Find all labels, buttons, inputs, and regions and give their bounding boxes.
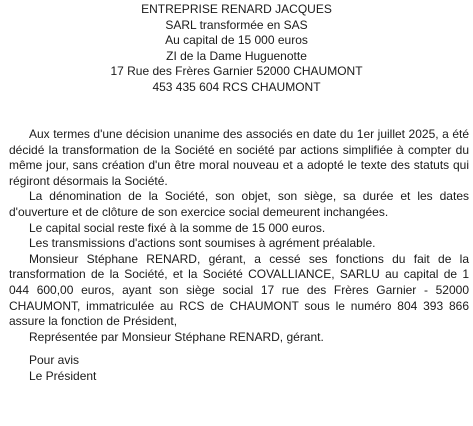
street-address: 17 Rue des Frères Garnier 52000 CHAUMONT	[110, 64, 363, 79]
paragraph-decision: Aux termes d'une décision unanime des associés en date du 1er juillet 2025, a été décidé la transformation de la Société en société par actions simplifiée à compter du même jour, sans création d'un être moral nouveau et a adopté le texte des statuts qui régiront désormais la Société.	[9, 127, 469, 188]
paragraph-president: Monsieur Stéphane RENARD, gérant, a cessé ses fonctions du fait de la transformation de la Société, et la Société COVALLIANCE, SARLU au capital de 1 044 600,00 euros, ayant son siège social 17 rue des Frères Garnier - 52000 CHAUMONT, immatriculée au RCS de CHAUMONT sous le numéro 804 393 866 assure la fonction de Président,	[9, 251, 469, 329]
closing-pour-avis: Pour avis	[29, 353, 80, 367]
rcs-number: 453 435 604 RCS CHAUMONT	[152, 79, 321, 94]
paragraph-transfers: Les transmissions d'actions sont soumises à agrément préalable.	[29, 236, 376, 251]
share-capital: Au capital de 15 000 euros	[165, 33, 308, 48]
business-zone: ZI de la Dame Huguenotte	[166, 48, 307, 63]
notice-body	[9, 127, 469, 345]
company-header	[0, 2, 473, 96]
closing-signatory: Le Président	[29, 368, 97, 383]
paragraph-unchanged: La dénomination de la Société, son objet, son siège, sa durée et les dates d'ouverture et de clôture de son exercice social demeurent inchangées.	[9, 189, 469, 219]
paragraph-capital: Le capital social reste fixé à la somme de 15 000 euros.	[29, 220, 326, 235]
company-name: ENTREPRISE RENARD JACQUES	[141, 2, 332, 16]
closing-block	[29, 353, 96, 384]
paragraph-represented: Représentée par Monsieur Stéphane RENARD, gérant.	[29, 329, 324, 344]
legal-form: SARL transformée en SAS	[165, 17, 308, 32]
